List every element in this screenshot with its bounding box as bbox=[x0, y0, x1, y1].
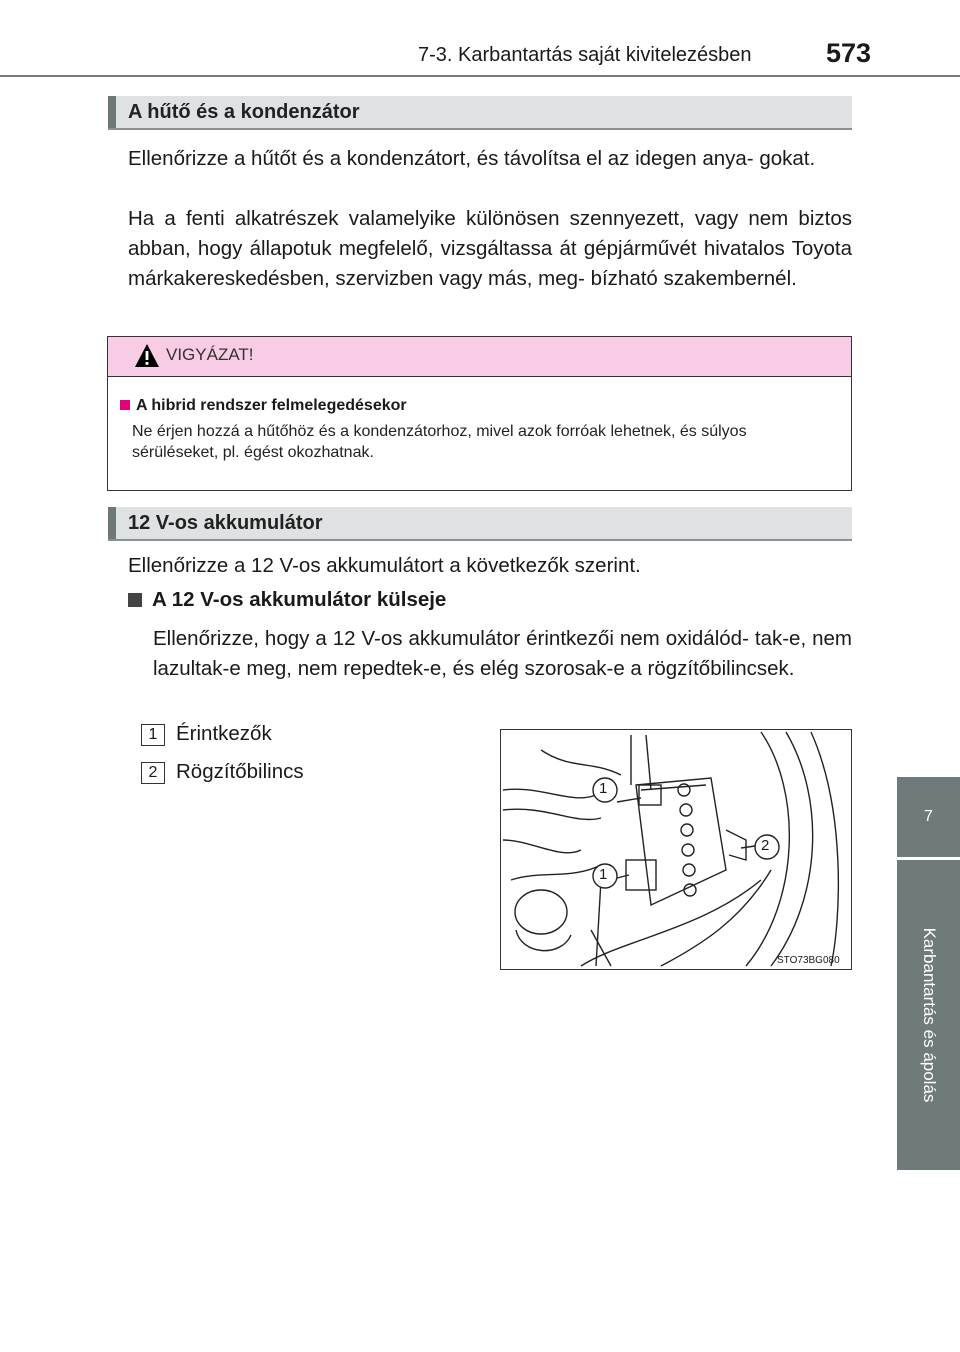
header-section-title: 7-3. Karbantartás saját kivitelezésben bbox=[418, 44, 752, 66]
legend-label-terminals: Érintkezők bbox=[176, 722, 272, 745]
caution-subtitle bbox=[120, 397, 407, 415]
legend-number: 2 bbox=[141, 762, 165, 784]
caution-header bbox=[108, 337, 851, 377]
battery-illustration bbox=[500, 729, 852, 970]
section-title: 12 V-os akkumulátor bbox=[128, 512, 323, 534]
bullet-square-icon bbox=[128, 593, 142, 607]
header-divider bbox=[0, 75, 960, 77]
section-heading-radiator bbox=[108, 96, 852, 130]
caution-box bbox=[107, 336, 852, 491]
warning-icon bbox=[134, 343, 160, 369]
legend-number: 1 bbox=[141, 724, 165, 746]
callout-label: 1 bbox=[599, 866, 608, 883]
caution-subtitle-text: A hibrid rendszer felmelegedésekor bbox=[136, 397, 407, 414]
legend-label-clamp: Rögzítőbilincs bbox=[176, 760, 304, 783]
subheading-text: A 12 V-os akkumulátor külseje bbox=[152, 588, 447, 611]
battery-diagram bbox=[501, 730, 850, 968]
figure-code: STO73BG080 bbox=[777, 955, 840, 966]
caution-text: Ne érjen hozzá a hűtőhöz és a kondenzátorhoz, mivel azok forróak lehetnek, és súlyos sérüléseket, pl. égést okozhatnak. bbox=[132, 423, 747, 461]
bullet-square-icon bbox=[120, 400, 130, 410]
paragraph-radiator-service: Ha a fenti alkatrészek valamelyike különösen szennyezett, vagy nem biztos abban, hogy állapotuk megfelelő, vizsgáltassa át gépjárművét hivatalos Toyota márkakereskedésben, szervizben vagy más, meg- bízható szakembernél. bbox=[128, 207, 852, 290]
subheading-battery-exterior bbox=[128, 588, 446, 612]
paragraph-battery-intro: Ellenőrizze a 12 V-os akkumulátort a következők szerint. bbox=[128, 554, 641, 577]
page-number: 573 bbox=[826, 38, 872, 68]
section-heading-battery bbox=[108, 507, 852, 541]
callout-label: 2 bbox=[761, 837, 770, 854]
section-title: A hűtő és a kondenzátor bbox=[128, 101, 360, 123]
caution-title: VIGYÁZAT! bbox=[166, 345, 254, 364]
chapter-title: Karbantartás és ápolás bbox=[919, 927, 939, 1103]
callout-label: 1 bbox=[599, 780, 608, 797]
chapter-tab-number[interactable] bbox=[897, 777, 960, 857]
chapter-number: 7 bbox=[924, 808, 933, 825]
chapter-tab-label[interactable] bbox=[897, 860, 960, 1170]
paragraph-battery-body: Ellenőrizze, hogy a 12 V-os akkumulátor érintkezői nem oxidálód- tak-e, nem lazultak-e meg, nem repedtek-e, és elég szorosak-e a rögzítőbilincsek. bbox=[153, 627, 852, 680]
paragraph-radiator-check: Ellenőrizze a hűtőt és a kondenzátort, és távolítsa el az idegen anya- gokat. bbox=[128, 147, 816, 170]
